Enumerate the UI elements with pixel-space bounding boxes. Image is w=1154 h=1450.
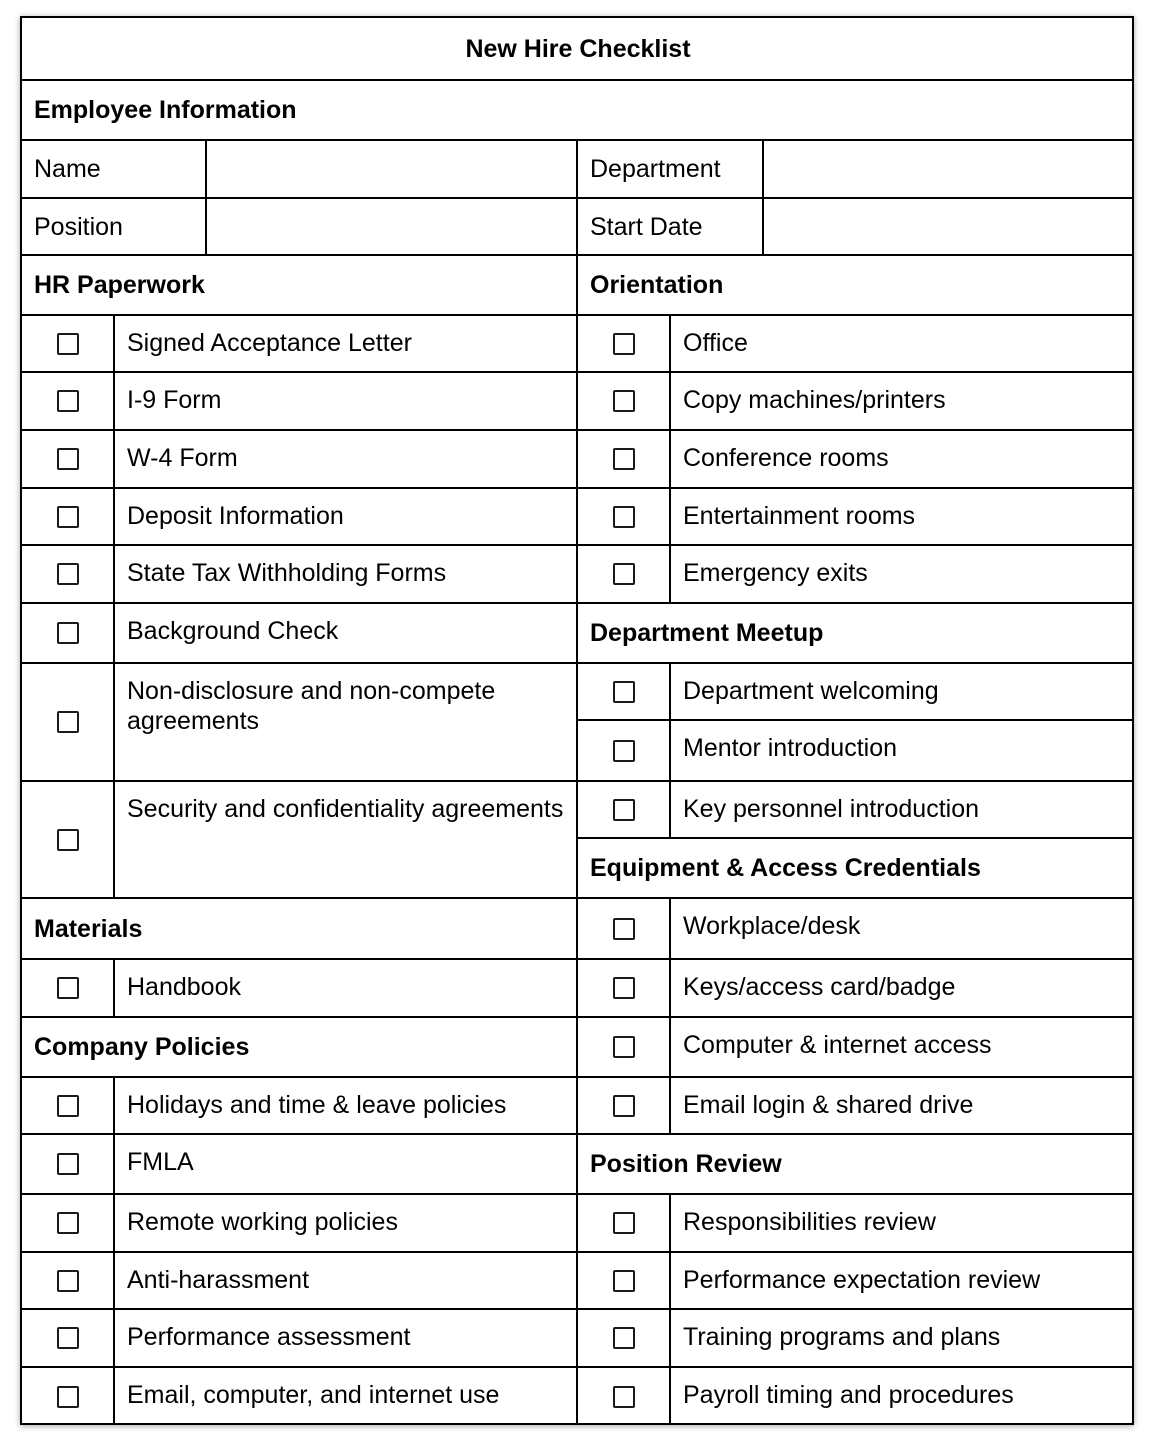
new-hire-checklist-table (20, 16, 1134, 1425)
checkbox-cell (20, 958, 113, 1016)
checkbox-cell (20, 1366, 113, 1425)
checklist-item-label: Copy machines/printers (669, 371, 1134, 429)
checklist-item-label: Payroll timing and procedures (669, 1366, 1134, 1425)
checkbox-cell (20, 1308, 113, 1366)
start-date-label: Start Date (576, 197, 762, 254)
checkbox-security-and-confidentiality-agreements[interactable] (57, 829, 79, 851)
checkbox-cell (576, 1251, 669, 1308)
checkbox-key-personnel-introduction[interactable] (613, 799, 635, 821)
checkbox-cell (576, 897, 669, 958)
checkbox-cell (576, 371, 669, 429)
checkbox-holidays-and-time-and-leave-policies[interactable] (57, 1095, 79, 1117)
checklist-item-label: Email login & shared drive (669, 1076, 1134, 1133)
checkbox-remote-working-policies[interactable] (57, 1212, 79, 1234)
checklist-title: New Hire Checklist (20, 16, 1134, 79)
checkbox-mentor-introduction[interactable] (613, 740, 635, 762)
section-heading-department-meetup: Department Meetup (576, 602, 1134, 662)
checklist-item-label: Keys/access card/badge (669, 958, 1134, 1016)
checklist-item-label: Performance expectation review (669, 1251, 1134, 1308)
checkbox-cell (576, 958, 669, 1016)
checkbox-cell (576, 1308, 669, 1366)
checkbox-cell (20, 314, 113, 371)
checklist-item-label: Responsibilities review (669, 1193, 1134, 1251)
employee-information-heading: Employee Information (20, 79, 1134, 139)
checklist-item-label: Background Check (113, 602, 576, 662)
checklist-item-label: Non-disclosure and non-compete agreements (113, 662, 576, 780)
checkbox-performance-assessment[interactable] (57, 1327, 79, 1349)
checkbox-email-login-and-shared-drive[interactable] (613, 1095, 635, 1117)
checkbox-cell (20, 487, 113, 544)
checkbox-performance-expectation-review[interactable] (613, 1270, 635, 1292)
checkbox-cell (576, 719, 669, 780)
checkbox-cell (576, 1366, 669, 1425)
checkbox-handbook[interactable] (57, 977, 79, 999)
section-heading-hr-paperwork: HR Paperwork (20, 254, 576, 314)
checklist-item-label: Handbook (113, 958, 576, 1016)
checklist-item-label: W-4 Form (113, 429, 576, 487)
position-field[interactable] (205, 197, 576, 254)
checkbox-cell (20, 429, 113, 487)
checkbox-w-4-form[interactable] (57, 448, 79, 470)
checklist-item-label: Signed Acceptance Letter (113, 314, 576, 371)
name-label: Name (20, 139, 205, 197)
checkbox-entertainment-rooms[interactable] (613, 506, 635, 528)
checkbox-signed-acceptance-letter[interactable] (57, 333, 79, 355)
checkbox-cell (20, 662, 113, 780)
checkbox-cell (20, 602, 113, 662)
checkbox-cell (576, 314, 669, 371)
department-field[interactable] (762, 139, 1134, 197)
checklist-item-label: Remote working policies (113, 1193, 576, 1251)
checkbox-training-programs-and-plans[interactable] (613, 1327, 635, 1349)
checkbox-email-computer-and-internet-use[interactable] (57, 1386, 79, 1408)
checkbox-state-tax-withholding-forms[interactable] (57, 563, 79, 585)
checklist-item-label: Training programs and plans (669, 1308, 1134, 1366)
checklist-item-label: Workplace/desk (669, 897, 1134, 958)
checkbox-deposit-information[interactable] (57, 506, 79, 528)
checkbox-cell (20, 1076, 113, 1133)
checkbox-cell (20, 1133, 113, 1193)
checklist-item-label: Emergency exits (669, 544, 1134, 602)
checklist-item-label: Conference rooms (669, 429, 1134, 487)
name-field[interactable] (205, 139, 576, 197)
checkbox-cell (20, 780, 113, 897)
checkbox-cell (20, 371, 113, 429)
checklist-item-label: Performance assessment (113, 1308, 576, 1366)
checkbox-computer-and-internet-access[interactable] (613, 1036, 635, 1058)
checklist-item-label: Anti-harassment (113, 1251, 576, 1308)
start-date-field[interactable] (762, 197, 1134, 254)
checkbox-cell (576, 544, 669, 602)
checklist-item-label: Key personnel introduction (669, 780, 1134, 837)
checkbox-cell (20, 1193, 113, 1251)
checkbox-background-check[interactable] (57, 622, 79, 644)
checkbox-i-9-form[interactable] (57, 390, 79, 412)
checklist-item-label: Holidays and time & leave policies (113, 1076, 576, 1133)
checkbox-cell (576, 780, 669, 837)
checkbox-department-welcoming[interactable] (613, 681, 635, 703)
checkbox-cell (576, 1193, 669, 1251)
checkbox-responsibilities-review[interactable] (613, 1212, 635, 1234)
checklist-item-label: Security and confidentiality agreements (113, 780, 576, 897)
checklist-item-label: Email, computer, and internet use (113, 1366, 576, 1425)
section-heading-equipment-and-access-credentials: Equipment & Access Credentials (576, 837, 1134, 897)
checkbox-cell (576, 1076, 669, 1133)
department-label: Department (576, 139, 762, 197)
checkbox-cell (20, 544, 113, 602)
checkbox-anti-harassment[interactable] (57, 1270, 79, 1292)
checkbox-emergency-exits[interactable] (613, 563, 635, 585)
checklist-item-label: State Tax Withholding Forms (113, 544, 576, 602)
checklist-item-label: Office (669, 314, 1134, 371)
checkbox-cell (576, 1016, 669, 1076)
checkbox-conference-rooms[interactable] (613, 448, 635, 470)
checkbox-fmla[interactable] (57, 1153, 79, 1175)
checklist-item-label: Mentor introduction (669, 719, 1134, 780)
checkbox-keys-access-card-badge[interactable] (613, 977, 635, 999)
position-label: Position (20, 197, 205, 254)
checkbox-non-disclosure-and-non-compete-agreements[interactable] (57, 711, 79, 733)
checkbox-cell (576, 429, 669, 487)
checklist-item-label: Department welcoming (669, 662, 1134, 719)
section-heading-company-policies: Company Policies (20, 1016, 576, 1076)
section-heading-position-review: Position Review (576, 1133, 1134, 1193)
checkbox-payroll-timing-and-procedures[interactable] (613, 1386, 635, 1408)
section-heading-orientation: Orientation (576, 254, 1134, 314)
checkbox-copy-machines-printers[interactable] (613, 390, 635, 412)
checklist-item-label: I-9 Form (113, 371, 576, 429)
checklist-item-label: Computer & internet access (669, 1016, 1134, 1076)
checkbox-cell (576, 487, 669, 544)
checkbox-cell (576, 662, 669, 719)
checklist-item-label: Deposit Information (113, 487, 576, 544)
checklist-item-label: FMLA (113, 1133, 576, 1193)
checkbox-office[interactable] (613, 333, 635, 355)
section-heading-materials: Materials (20, 897, 576, 958)
checkbox-workplace-desk[interactable] (613, 918, 635, 940)
checklist-item-label: Entertainment rooms (669, 487, 1134, 544)
checkbox-cell (20, 1251, 113, 1308)
